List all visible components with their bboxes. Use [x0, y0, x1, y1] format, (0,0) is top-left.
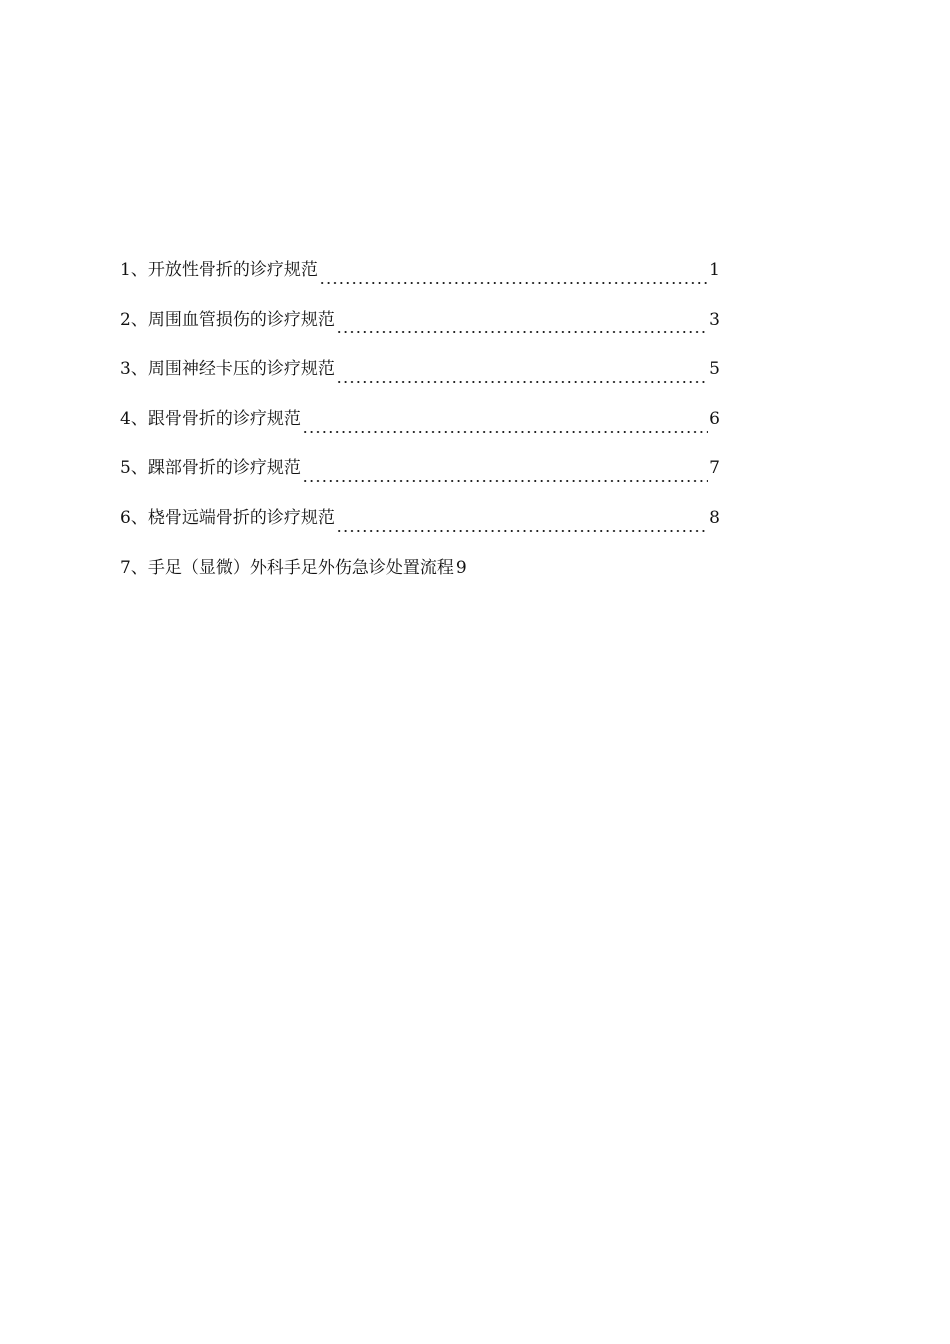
- toc-entry-title: 周围血管损伤的诊疗规范: [147, 309, 335, 330]
- toc-dot-leader: [319, 281, 708, 285]
- toc-entry-title: 开放性骨折的诊疗规范: [147, 260, 318, 280]
- table-of-contents: [120, 256, 720, 603]
- toc-entry-page: 7: [709, 458, 720, 479]
- toc-entry-number: 6、: [120, 507, 148, 528]
- toc-dot-leader: [336, 380, 708, 384]
- toc-entry[interactable]: [120, 454, 720, 504]
- toc-entry-title: 周围神经卡压的诊疗规范: [147, 359, 335, 380]
- toc-entry-page: 3: [709, 309, 720, 330]
- toc-entry[interactable]: [120, 554, 720, 604]
- toc-dot-leader: [336, 330, 708, 334]
- toc-entry-page: 8: [709, 507, 720, 528]
- toc-entry-title: 桡骨远端骨折的诊疗规范: [147, 507, 335, 528]
- toc-entry-page: 6: [709, 408, 720, 429]
- toc-entry-number: 2、: [120, 309, 148, 330]
- toc-dot-leader: [302, 479, 708, 483]
- toc-entry-number: 4、: [120, 408, 148, 429]
- toc-dot-leader: [302, 430, 708, 434]
- toc-entry-page: 5: [709, 359, 720, 380]
- toc-entry-number: 5、: [120, 458, 148, 479]
- toc-entry-page: 9: [455, 557, 467, 578]
- toc-entry-number: 7、: [120, 557, 148, 578]
- toc-entry-page: 1: [709, 260, 720, 280]
- toc-entry[interactable]: [120, 504, 720, 554]
- toc-entry-title: 跟骨骨折的诊疗规范: [147, 408, 301, 429]
- toc-entry-number: 1、: [120, 260, 148, 280]
- toc-dot-leader: [336, 529, 708, 533]
- toc-entry-number: 3、: [120, 359, 148, 380]
- toc-entry[interactable]: [120, 355, 720, 405]
- toc-entry-title: 手足（显微）外科手足外伤急诊处置流程: [147, 557, 454, 578]
- toc-entry[interactable]: [120, 306, 720, 356]
- toc-entry-title: 踝部骨折的诊疗规范: [147, 458, 301, 479]
- toc-entry[interactable]: [120, 405, 720, 455]
- toc-entry[interactable]: [120, 256, 720, 306]
